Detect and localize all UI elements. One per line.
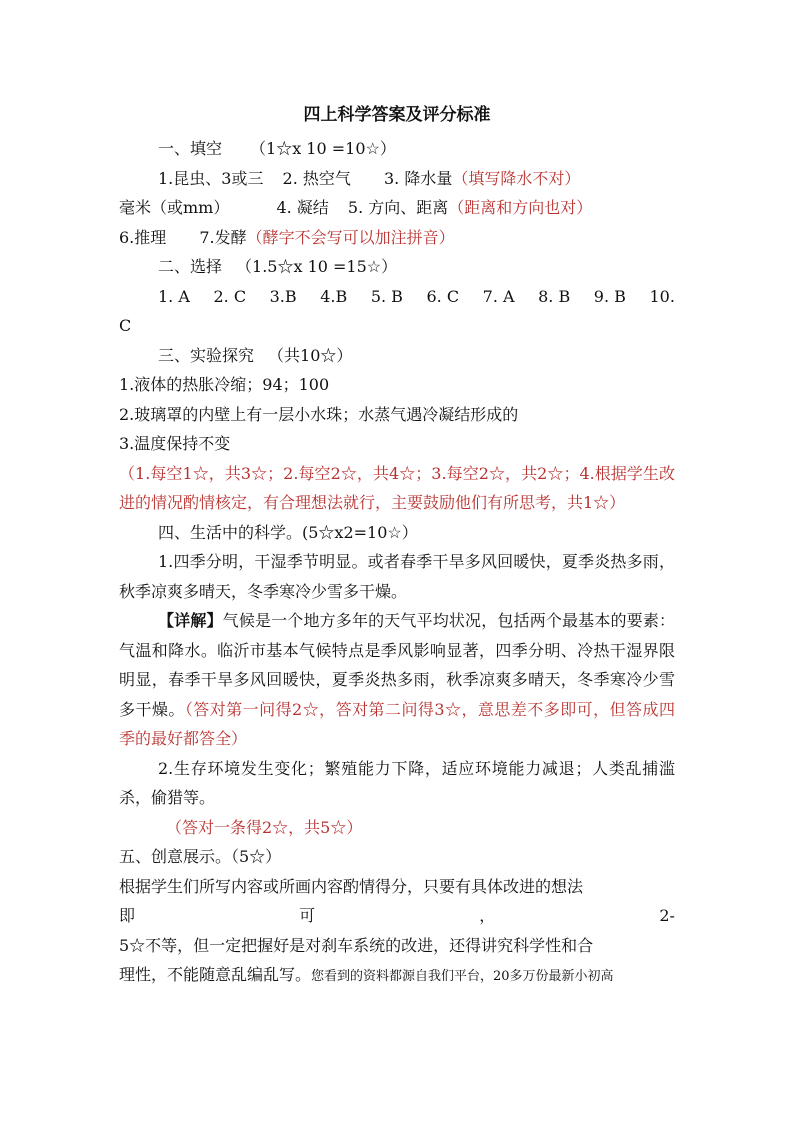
section-4-answer-2: 2.生存环境发生变化；繁殖能力下降，适应环境能力减退；人类乱捕滥杀，偷猎等。 (119, 758, 675, 807)
section-2-title: 二、选择 (158, 257, 223, 276)
section-5-text: 理性，不能随意乱编乱写。 (119, 965, 312, 984)
page-title: 四上科学答案及评分标准 (303, 105, 491, 125)
section-3-score: （共10☆） (268, 345, 353, 365)
section-4-answer-2-note: （答对一条得2☆，共5☆） (166, 817, 363, 837)
spread-char: ， (479, 906, 496, 925)
section-5-line-2 (119, 901, 675, 931)
section-3-heading (119, 341, 675, 371)
section-1-score: （1☆x 10 =10☆） (250, 139, 396, 158)
choice-answer: 9. B (593, 286, 626, 306)
section-4-detail (119, 606, 675, 754)
section-2-heading (119, 252, 675, 282)
section-3-answer-2: 2.玻璃罩的内壁上有一层小水珠；水蒸气遇冷凝结形成的 (119, 404, 519, 424)
answer-3-note: （填写降水不对） (452, 168, 581, 188)
document-content (119, 100, 675, 992)
choice-answer: 3.B (269, 286, 297, 306)
source-watermark-text: 您看到的资料都源自我们平台，20多万份最新小初高 (311, 969, 614, 984)
choice-answer: 2. C (213, 286, 247, 306)
answer-5-note: （距离和方向也对） (448, 198, 593, 217)
detail-note: （答对第一问得2☆，答对第二问得3☆，意思差不多即可，但答成四季的最好都答全） (119, 699, 675, 748)
section-5-line-4 (119, 960, 675, 992)
answer-3-unit: 毫米（或mm） (119, 198, 230, 217)
detail-text: 气候是一个地方多年的天气平均状况，包括两个最基本的要素：气温和降水。临沂市基本气候特点是季风影响显著，四季分明、冷热干湿界限明显，春季干旱多风回暖快，夏季炎热多雨，秋季凉爽多晴天，冬季寒冷少雪多干燥。 (119, 611, 675, 719)
section-2-answers (119, 282, 675, 312)
choice-answer: 10. (649, 286, 675, 306)
answer-2: 2. 热空气 (282, 168, 351, 188)
choice-answer: 4.B (320, 286, 348, 306)
answer-7: 7.发酵 (199, 227, 247, 247)
choice-answer: 8. B (538, 286, 571, 306)
spread-char: 2- (659, 906, 675, 925)
section-4-answer-1: 1.四季分明，干湿季节明显。或者春季干旱多风回暖快，夏季炎热多雨，秋季凉爽多晴天，冬季寒冷少雪多干燥。 (119, 552, 675, 601)
answer-1: 1.昆虫、3或三 (158, 168, 264, 188)
spread-char: 可 (299, 906, 316, 925)
section-1-line-2 (119, 193, 675, 223)
section-3-answer-1: 1.液体的热胀冷缩；94；100 (119, 375, 330, 394)
choice-answer: 5. B (370, 286, 403, 306)
answer-5: 5. 方向、距离 (347, 198, 449, 217)
detail-label: 【详解】 (158, 611, 223, 630)
section-5-line-3: 5☆不等，但一定把握好是对刹车系统的改进，还得讲究科学性和合 (119, 935, 594, 955)
spread-char: 即 (119, 906, 136, 925)
answer-7-note: （酵字不会写可以加注拼音） (246, 227, 455, 247)
section-1-title: 一、填空 (158, 139, 223, 158)
section-4-heading: 四、生活中的科学。(5☆x2=10☆） (158, 522, 418, 542)
choice-answer: 7. A (482, 286, 515, 306)
section-5-line-1: 根据学生们所写内容或所画内容酌情得分，只要有具体改进的想法 (119, 876, 584, 896)
choice-answer: 6. C (426, 286, 460, 306)
answer-4: 4. 凝结 (276, 198, 329, 217)
choice-answer: 1. A (158, 286, 190, 306)
section-1-line-3 (119, 223, 675, 253)
section-3-answer-3: 3.温度保持不变 (119, 434, 231, 453)
section-3-title: 三、实验探究 (158, 345, 255, 365)
section-5-heading: 五、创意展示。（5☆） (119, 847, 282, 866)
section-2-last: C (119, 316, 132, 335)
section-1-heading (119, 134, 675, 164)
answer-6: 6.推理 (119, 227, 167, 247)
answer-3: 3. 降水量 (384, 168, 453, 188)
section-2-score: （1.5☆x 10 =15☆） (236, 257, 398, 276)
section-3-scoring-note: （1.每空1☆，共3☆；2.每空2☆，共4☆；3.每空2☆，共2☆；4.根据学生改进的情况酌情核定，有合理想法就行，主要鼓励他们有所思考，共1☆） (119, 463, 675, 512)
section-1-line-1 (119, 164, 675, 194)
